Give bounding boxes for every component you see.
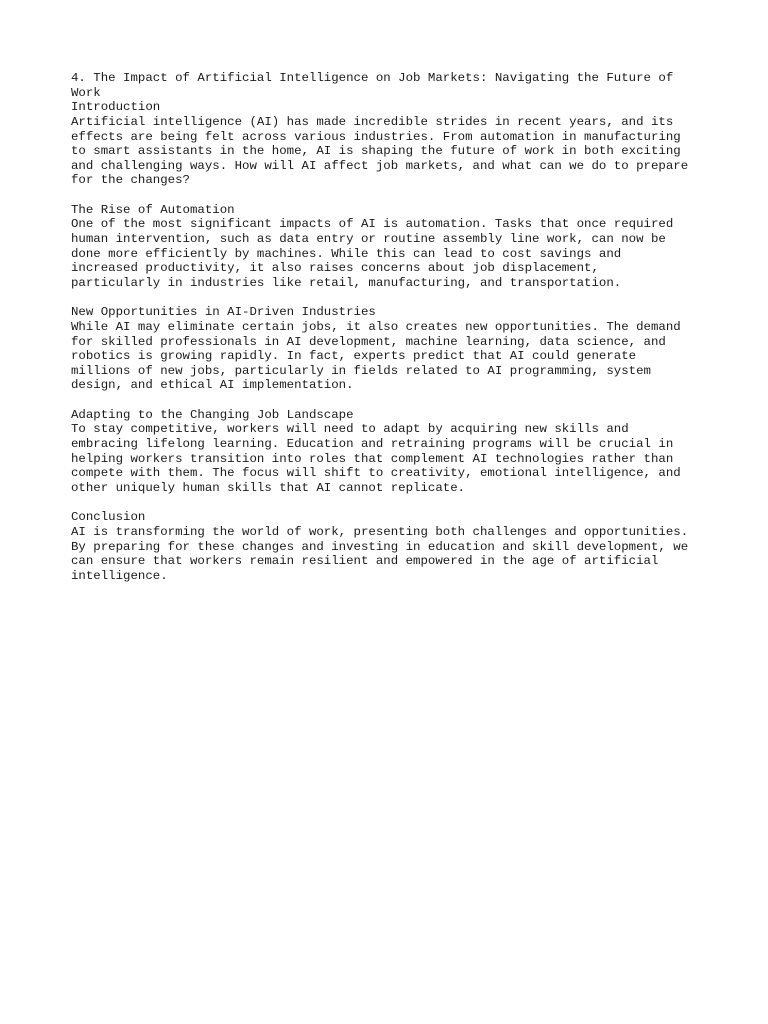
document-title xyxy=(71,71,711,100)
paragraph-line: To stay competitive, workers will need to adapt by acquiring new skills and xyxy=(71,422,629,437)
section-heading: The Rise of Automation xyxy=(71,202,235,217)
paragraph-line: particularly in industries like retail, manufacturing, and transportation. xyxy=(71,275,622,290)
paragraph-line: and challenging ways. How will AI affect job markets, and what can we do to prepare xyxy=(71,158,689,173)
paragraph-line: for the changes? xyxy=(71,173,190,188)
paragraph-line: human intervention, such as data entry or routine assembly line work, can now be xyxy=(71,232,666,247)
paragraph-line: helping workers transition into roles that complement AI technologies rather than xyxy=(71,451,674,466)
title-line: Work xyxy=(71,85,101,100)
paragraph-line: AI is transforming the world of work, presenting both challenges and opportunities. xyxy=(71,524,689,539)
paragraph-line: other uniquely human skills that AI cannot replicate. xyxy=(71,480,466,495)
paragraph-line: design, and ethical AI implementation. xyxy=(71,378,354,393)
section-introduction xyxy=(71,100,711,188)
paragraph-gap xyxy=(71,291,711,306)
section-new-opportunities xyxy=(71,305,711,393)
paragraph-line: millions of new jobs, particularly in fields related to AI programming, system xyxy=(71,363,651,378)
paragraph-line: robotics is growing rapidly. In fact, experts predict that AI could generate xyxy=(71,349,637,364)
document-page xyxy=(71,71,711,583)
section-conclusion xyxy=(71,510,711,583)
section-heading: Adapting to the Changing Job Landscape xyxy=(71,407,354,422)
section-adapting xyxy=(71,408,711,496)
paragraph-line: intelligence. xyxy=(71,568,168,583)
section-heading: New Opportunities in AI-Driven Industries xyxy=(71,305,376,320)
paragraph-line: effects are being felt across various industries. From automation in manufacturing xyxy=(71,129,681,144)
section-heading: Conclusion xyxy=(71,510,146,525)
paragraph-line: done more efficiently by machines. While this can lead to cost savings and xyxy=(71,246,622,261)
section-rise-of-automation xyxy=(71,203,711,291)
section-heading: Introduction xyxy=(71,100,161,115)
paragraph-line: While AI may eliminate certain jobs, it also creates new opportunities. The demand xyxy=(71,319,681,334)
paragraph-line: increased productivity, it also raises concerns about job displacement, xyxy=(71,261,599,276)
paragraph-line: One of the most significant impacts of AI is automation. Tasks that once required xyxy=(71,217,674,232)
paragraph-line: embracing lifelong learning. Education and retraining programs will be crucial in xyxy=(71,437,674,452)
title-line: 4. The Impact of Artificial Intelligence on Job Markets: Navigating the Future of xyxy=(71,71,674,85)
paragraph-gap xyxy=(71,188,711,203)
paragraph-line: can ensure that workers remain resilient and empowered in the age of artificial xyxy=(71,554,659,569)
paragraph-line: for skilled professionals in AI development, machine learning, data science, and xyxy=(71,334,666,349)
paragraph-gap xyxy=(71,496,711,511)
paragraph-line: By preparing for these changes and investing in education and skill development, we xyxy=(71,539,689,554)
paragraph-line: Artificial intelligence (AI) has made incredible strides in recent years, and its xyxy=(71,114,674,129)
paragraph-gap xyxy=(71,393,711,408)
paragraph-line: compete with them. The focus will shift to creativity, emotional intelligence, and xyxy=(71,466,681,481)
paragraph-line: to smart assistants in the home, AI is shaping the future of work in both exciting xyxy=(71,144,681,159)
